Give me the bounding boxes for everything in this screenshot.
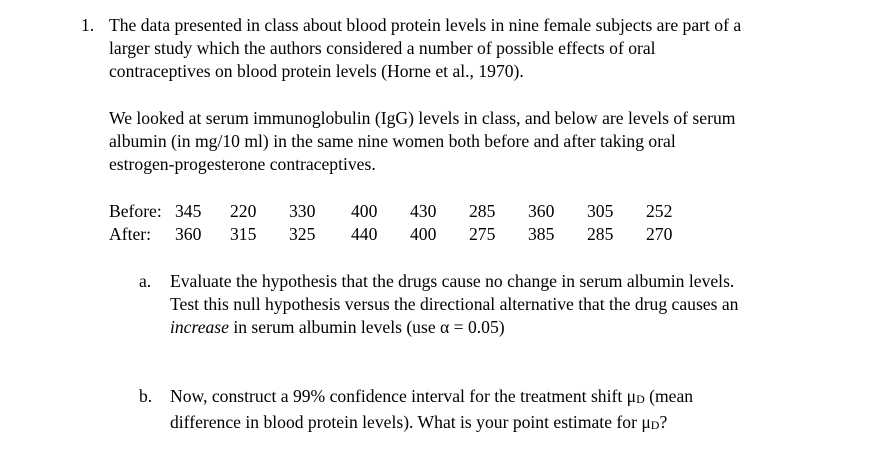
question-number: 1. xyxy=(81,15,95,35)
intro-line: larger study which the authors considered a number of possible effects of oral xyxy=(109,38,656,58)
part-a-line-rest: in serum albumin levels (use α = 0.05) xyxy=(228,317,505,337)
part-b-line2-post: ? xyxy=(659,412,668,432)
subscript-d: D xyxy=(636,392,645,406)
context-paragraph xyxy=(109,107,869,176)
before-label: Before: xyxy=(109,201,162,221)
after-row xyxy=(109,223,686,246)
context-line: albumin (in mg/10 ml) in the same nine women both before and after taking oral xyxy=(109,131,676,151)
before-value: 345 xyxy=(175,201,202,221)
after-value: 270 xyxy=(646,224,673,244)
part-a-line: Evaluate the hypothesis that the drugs cause no change in serum albumin levels. xyxy=(170,271,735,291)
before-value: 220 xyxy=(230,201,257,221)
part-b-text xyxy=(170,385,870,437)
after-label: After: xyxy=(109,224,152,244)
part-b-line2-pre: difference in blood protein levels). What is your point estimate for μ xyxy=(170,412,651,432)
after-value: 285 xyxy=(587,224,614,244)
context-line: estrogen-progesterone contraceptives. xyxy=(109,154,376,174)
part-a-text xyxy=(170,270,870,339)
before-value: 400 xyxy=(351,201,378,221)
intro-paragraph xyxy=(109,14,869,83)
after-value: 360 xyxy=(175,224,202,244)
context-line: We looked at serum immunoglobulin (IgG) levels in class, and below are levels of serum xyxy=(109,108,736,128)
albumin-data-table xyxy=(109,200,686,246)
emphasis-increase: increase xyxy=(170,317,229,337)
intro-line: The data presented in class about blood protein levels in nine female subjects are part of a xyxy=(109,15,742,35)
after-value: 440 xyxy=(351,224,378,244)
part-a-letter: a. xyxy=(139,271,152,291)
intro-line: contraceptives on blood protein levels (Horne et al., 1970). xyxy=(109,61,524,81)
before-value: 252 xyxy=(646,201,673,221)
before-value: 430 xyxy=(410,201,437,221)
part-b-line1-pre: Now, construct a 99% confidence interval for the treatment shift μ xyxy=(170,386,637,406)
after-value: 315 xyxy=(230,224,257,244)
before-value: 285 xyxy=(469,201,496,221)
before-value: 305 xyxy=(587,201,614,221)
after-value: 400 xyxy=(410,224,437,244)
before-row xyxy=(109,200,686,223)
after-value: 325 xyxy=(289,224,316,244)
after-value: 385 xyxy=(528,224,555,244)
part-a-line xyxy=(170,316,870,339)
after-value: 275 xyxy=(469,224,496,244)
before-value: 330 xyxy=(289,201,316,221)
part-b-line xyxy=(170,411,870,437)
subscript-d: D xyxy=(650,418,660,432)
part-a-line: Test this null hypothesis versus the directional alternative that the drug causes an xyxy=(170,294,739,314)
part-b-line xyxy=(170,385,870,411)
part-b-line1-post: (mean xyxy=(644,386,694,406)
before-value: 360 xyxy=(528,201,555,221)
part-b-letter: b. xyxy=(139,386,153,406)
